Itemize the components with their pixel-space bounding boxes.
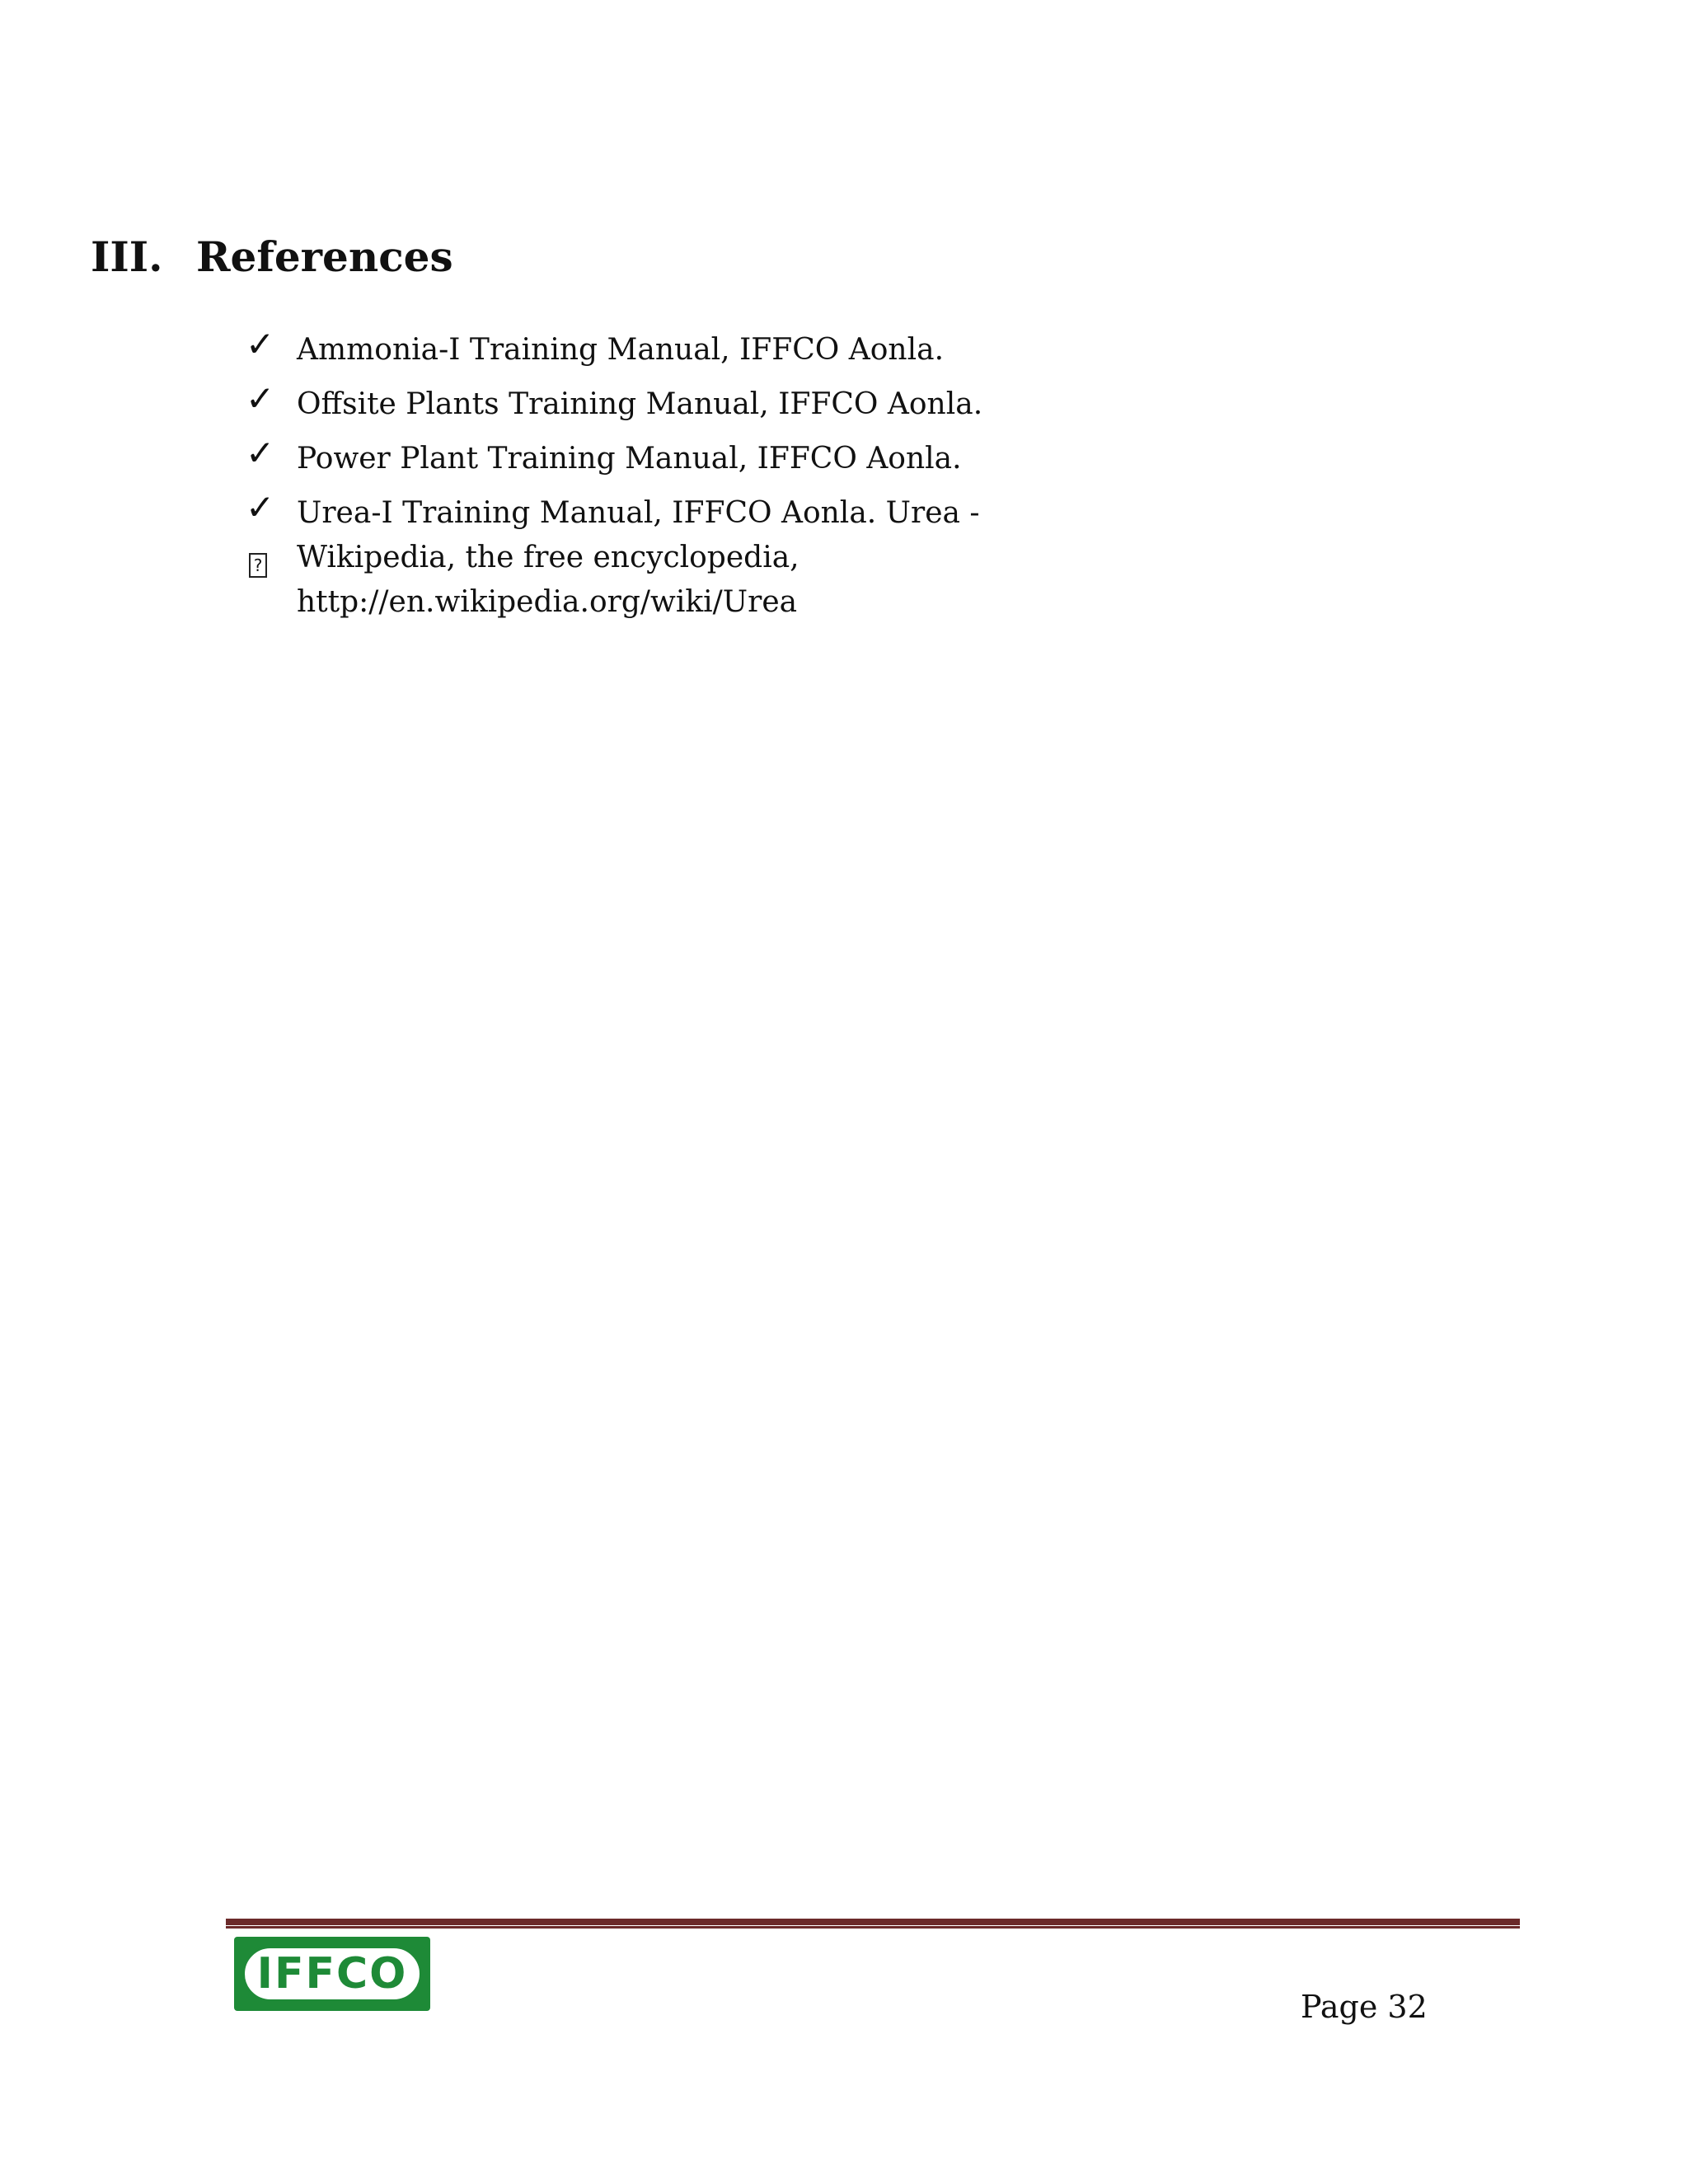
reference-list xyxy=(246,324,987,635)
check-icon: ✓ xyxy=(246,487,275,527)
section-title: References xyxy=(196,232,453,281)
reference-item xyxy=(246,324,987,373)
reference-text: Power Plant Training Manual, IFFCO Aonla. xyxy=(297,442,962,476)
missing-glyph-icon: ? xyxy=(249,553,267,578)
reference-text: Ammonia-I Training Manual, IFFCO Aonla. xyxy=(297,333,945,367)
reference-text: Urea-I Training Manual, IFFCO Aonla. Urea - xyxy=(297,496,980,530)
reference-item xyxy=(246,487,987,625)
reference-item xyxy=(246,433,987,481)
reference-link[interactable]: http://en.wikipedia.org/wiki/Urea xyxy=(297,585,798,619)
check-icon: ✓ xyxy=(246,324,275,364)
check-icon: ✓ xyxy=(246,378,275,419)
page-number: Page 32 xyxy=(1301,1989,1428,2025)
section-number: III. xyxy=(91,232,163,281)
reference-text: Wikipedia, the free encyclopedia, xyxy=(297,541,799,574)
footer-rule xyxy=(226,1919,1520,1929)
section-heading xyxy=(91,232,453,282)
logo-text: IFFCO xyxy=(242,1946,422,2002)
iffco-logo xyxy=(234,1937,430,2011)
check-icon: ✓ xyxy=(246,433,275,473)
reference-text: Offsite Plants Training Manual, IFFCO Aonla. xyxy=(297,387,983,421)
reference-item xyxy=(246,378,987,427)
